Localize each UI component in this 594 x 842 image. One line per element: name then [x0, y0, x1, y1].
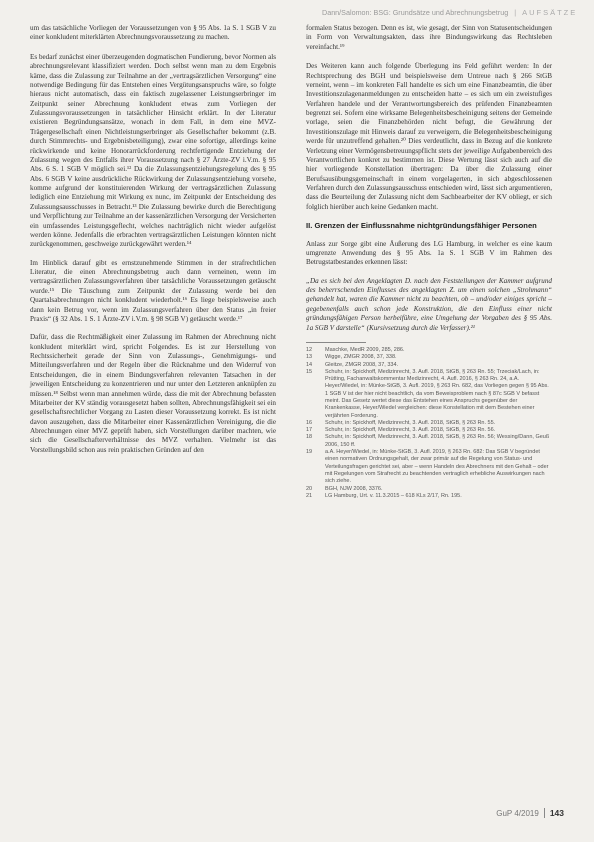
footnote: 20 BGH, NJW 2008, 3376. [306, 485, 383, 492]
section-heading: II. Grenzen der Einflussnahme nichtgründungsfähiger Personen [306, 221, 537, 231]
journal-issue: GuP 4/2019 [496, 808, 539, 818]
footnote: 12 Maschke, MedR 2009, 285, 286. [306, 346, 405, 353]
footnote: 19 a.A. Heyer/Wiedel, in: Münke-StGB, 3. Aufl. 2019, § 263 Rn. 682: Das SGB V begründet einen normativen Ordnungsgehalt, der zwar primär auf die Regelung von Status- und Verteilungsfragen gerichtet sei, aber – wenn Handeln des Abrechners mit den Gehalt – oder mit Regelungen vom Strafrecht zu beachtenden vertraglich erhebliche Auswirkungen nach sich ziehe. [306, 449, 549, 485]
right-column [306, 24, 552, 500]
header-separator: | [514, 7, 517, 17]
footnote-divider [306, 342, 366, 343]
footnote: 18 Schuhr, in: Spickhoff, Medizinrecht, 3. Aufl. 2018, StGB, § 263 Rn. 56; Wessing/Dann, Geuß 2006, 150 ff. [306, 434, 550, 448]
paragraph: Des Weiteren kann auch folgende Überlegung ins Feld geführt werden: In der Rechtsprechung des BGH und beispielsweise dem Untreue nach § 266 StGB verneint, wenn – im konkreten Fall handelte es sich um eine Finanzbeamtin, die über Investitionszulagenanmeldungen zu entscheiden hatte – es sich um ein zweistufiges Verfahren handele und der Verantwortungsbereich des prüfenden Finanzbeamten begrenzt sei. Sofern eine wirksame Belegenheitsbescheinigung seitens der Gemeinde vorlage, seien die Finanzbehörden nicht befugt, die Gewährung der Investitionszulage mit Hinweis darauf zu verweigern, die Belegenheitsbescheinigung werde für unzutreffend gehalten.²⁰ Dies verdeutlicht, dass in Bezug auf die konkrete Verletzung einer Vermögensbetreuungspflicht stets der jeweilige Aufgabenbereich des Verantwortlichen konkret zu bestimmen ist. Diese Wertung lässt sich auch auf die hier vorliegende Konstellation übertragen: Da über die Zulassung einer Berufsausübungsgemeinschaft in einem vorgelagerten, in sich abgeschlossenen Verfahren durch den Zulassungsausschuss entschieden wird, lässt sich argumentieren, dass die Beurteilung der Zulassung nicht dem Sachbearbeiter der KV obliegt, er sich folglich hierüber auch keine Gedanken macht. [306, 62, 552, 211]
header-section: AUFSÄTZE [522, 7, 578, 17]
paragraph: Anlass zur Sorge gibt eine Äußerung des LG Hamburg, in welcher es eine kaum umgrenzte Anwendung des § 95 Abs. 1a S. 1 SGB V im Rahmen des Betrugstatbestandes erkennen lässt: [306, 239, 552, 267]
footnote: 17 Schuhr, in: Spickhoff, Medizinrecht, 3. Aufl. 2018, StGB, § 263 Rn. 56. [306, 427, 496, 434]
footnote: 13 Wigge, ZMGR 2008, 37, 338. [306, 354, 397, 361]
header-authors: Dann/Salomon: BSG: Grundsätze und Abrechnungsbetrug [322, 7, 509, 17]
footnote: 14 Gleitze, ZMGR 2008, 37, 334. [306, 361, 399, 368]
page-number: 143 [549, 808, 564, 818]
paragraph: formalen Status bezogen. Denn es ist, wie gesagt, der Sinn von Statusentscheidungen in Form von Verwaltungsakten, dass ihre Bindungswirkung das Rechtsleben vereinfacht.¹⁹ [306, 24, 552, 51]
paragraph: Dafür, dass die Rechtmäßigkeit einer Zulassung im Rahmen der Abrechnung nicht konkludent miterklärt wird, spricht Folgendes. Es ist zur Herstellung von Rechtssicherheit gerade der Sinn von Zulassungs-, Genehmigungs- und Mitteilungsverfahren und der Regeln über die Rücknahme und den Widerruf von Entscheidungen, die in einem Bindungsverfahren relevanten Tatsachen in der jeweiligen Entscheidung zu konzentrieren und nur unter den Letzteren anknüpfen zu müssen.¹⁸ Selbst wenn man annehmen würde, dass die mit der Abrechnung befassten Mitarbeiter der KV ständig vorausgesetzt haben sollten, Abrechnungsfähigkeit sei ein gesellschaftsrechtlicher Vorgang zu Lasten dieser Voraussetzung korrekt. Es ist nicht davon auszugehen, dass die Mitarbeiter einer Kassenärztlichen Vereinigung, die die Abrechnungen einer MVZ geprüft haben, sich Vorstellungen darüber machten, wie sich die Gesellschafterverhältnisse des MVZ verhalten. Vielmehr ist das Vorstellungsbild schon aus rein praktischen Gründen auf den [30, 333, 276, 454]
footnotes [306, 347, 552, 500]
footnote: 15 Schuhr, in: Spickhoff, Medizinrecht, 3. Aufl. 2018, StGB, § 263 Rn. 55; Trzeciak/Lach, in: Prütting, Fachanwaltskommentar Medizinrecht, 4. Aufl. 2016, § 263 Rn. 24, a.A. Heyer/Wiedel, in: Münke-StGB, 3. Aufl. 2019, § 263 Rn. 682, das Vorliegen gegen § 95 Abs. 1 SGB V ist der hier nicht beachtlich, da vom Beweisproblem nach § 87c SGB V befasst meint. Das Gesetz wertet diese das Entstehen eines Anspruchs gegenüber der Krankenkasse, Heyer/Wiedel vergleichen: diese Konstellation mit dem Bestehen einer verjährten Forderung. [306, 368, 549, 419]
footnote: 16 Schuhr, in: Spickhoff, Medizinrecht, 3. Aufl. 2018, StGB, § 263 Rn. 55. [306, 419, 496, 426]
running-header [322, 5, 578, 19]
block-quote: „Da es sich bei den Angeklagten D. nach den Feststellungen der Kammer aufgrund des beherrschenden Einflusses des angeklagten Z. um einen solchen „Strohmann“ gehandelt hat, waren die Kammer nicht zu beachten, ob – und/oder einiges spricht – gegebenenfalls auch schon jede Konstruktion, die den Einfluss einer nicht gründungsfähigen Person herbeiführe, eine Umgehung der Vorgaben des § 95 Abs. 1a SGB V darstelle“ (Kursivsetzung durch die Verfasser).²¹ [306, 276, 552, 332]
paragraph: Im Hinblick darauf gibt es ernstzunehmende Stimmen in der strafrechtlichen Literatur, die einen Abrechnungsbetrug auch dann verneinen, wenn im vertragsärztlichen Zulassungsverfahren über tatsächliche Voraussetzungen getäuscht wurde.¹⁵ Die Täuschung zum Zeitpunkt der Zulassung werde bei den Quartalsabrechnungen nicht konkludent wiederholt.¹⁶ Es liege beispielsweise auch dann kein Betrug vor, wenn im Zulassungsverfahren über den Status „in freier Praxis“ (§ 32 Abs. 1 S. 1 Ärzte-ZV i.V.m. § 98 SGB V) getäuscht werde.¹⁷ [30, 258, 276, 323]
paragraph: um das tatsächliche Vorliegen der Voraussetzungen von § 95 Abs. 1a S. 1 SGB V zu einer konkludent miterklärten Abrechnungsvoraussetzung zu machen. [30, 24, 276, 42]
paragraph: Es bedarf zunächst einer überzeugenden dogmatischen Fundierung, bevor Normen als abrechnungsrelevant klassifiziert werden. Doch selbst wenn man zu dem Ergebnis käme, dass die Zulassung zur Teilnahme an der „vertragsärztlichen Versorgung“ eine notwendige Bedingung für das Entstehen eines Vergütungsanspruchs wäre, so folgte hieraus nicht automatisch, dass ein faktisch zugelassener Leistungserbringer im Zeitpunkt seiner Abrechnung konkludent etwas zum Vorliegen der Zulassungsvoraussetzungen in tatsächlicher Hinsicht erklärt. In der Literatur existieren Begründungsansätze, wonach in dem Fall, in dem eine MVZ-Trägergesellschaft einen Nichtleistungserbringer als Gesellschafter bekommt (z.B. durch Stimmrechts- und Ergebnisbeteiligung), zwar eine sofortige, allerdings keine rückwirkende und keine Honorarrückforderung rechtfertigende Entziehung der Zulassung wegen des Entfalls ihrer Voraussetzung nach § 27 Ärzte-ZV i.V.m. § 95 Abs. 6 S. 1 SGB V möglich sei.¹² Da die Zulassungsentziehungsregelung des § 95 Abs. 6 SGB V keine ausdrückliche Rückwirkung der Zulassungsentziehung vorsehe, komme aufgrund der konstituierenden Wirkung der vertragsärztlichen Zulassung lediglich eine Entziehung mit Wirkung ex nunc, im Zeitpunkt der Entscheidung des Zulassungsausschusses in Betracht.¹³ Die Zulassung bewirke durch die Berechtigung und Verpflichtung zur Teilnahme an der kassenärztlichen Versorgung der Versicherten ein umfassendes Leistungsgeflecht, welches nachträglich nicht wieder aufgelöst werden könne. Jedenfalls die erbrachten vertragsärztlichen Leistungen könnten nicht zurückgenommen, geschweige zurückgewährt werden.¹⁴ [30, 52, 276, 249]
footnote: 21 LG Hamburg, Urt. v. 11.3.2015 – 618 KLs 2/17, Rn. 195. [306, 492, 462, 499]
footer-divider [544, 808, 545, 818]
page-footer [496, 808, 564, 818]
left-column [30, 24, 276, 464]
